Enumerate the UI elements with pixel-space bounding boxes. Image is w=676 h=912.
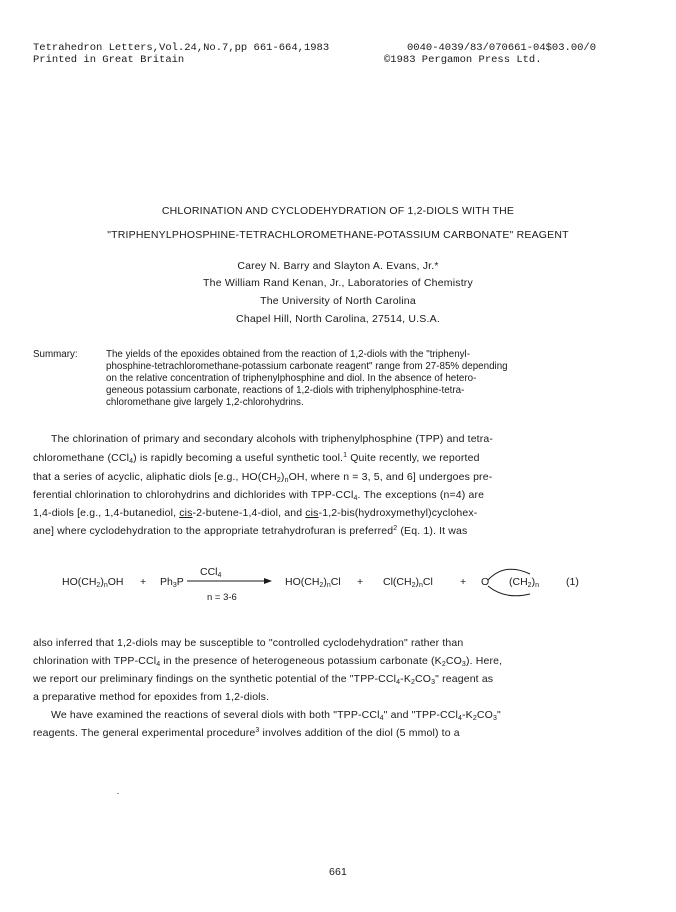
summary-line: geneous potassium carbonate, reactions of 1,2-diols with triphenylphosphine-tetra- xyxy=(106,385,465,396)
summary-line: phosphine-tetrachloromethane-potassium carbonate reagent" range from 27-85% depending xyxy=(106,361,508,372)
page-number: 661 xyxy=(328,866,348,878)
title-line-2: "TRIPHENYLPHOSPHINE-TETRACHLOROMETHANE-POTASSIUM CARBONATE" REAGENT xyxy=(107,229,569,241)
body-line: ane] where cyclodehydration to the appropriate tetrahydrofuran is preferred$^2$ (Eq. 1). It was xyxy=(33,525,468,537)
eq-reactant-diol: $HO(CH_2)_nOH$ xyxy=(62,576,124,589)
body-line: ferential chlorination to chlorohydrins and dichlorides with TPP-CCl$_4$. The exceptions (n=4) are xyxy=(33,489,485,502)
eq-product-dichloride: $Cl(CH_2)_nCl$ xyxy=(383,576,433,589)
affiliation-line-3: Chapel Hill, North Carolina, 27514, U.S.A. xyxy=(236,313,440,325)
scan-speck xyxy=(117,793,119,794)
eq-reagent-above-arrow: CCl$_4$ xyxy=(200,566,222,579)
eq-plus: + xyxy=(140,576,147,588)
eq-plus: + xyxy=(460,576,467,588)
article-code: 0040-4039/83/070661-04$03.00/0 xyxy=(407,42,597,54)
summary-line: The yields of the epoxides obtained from the reaction of 1,2-diols with the "triphenyl- xyxy=(106,349,470,360)
body-line: also inferred that 1,2-diols may be susceptible to "controlled cyclodehydration" rather than xyxy=(33,637,464,649)
body-line: we report our preliminary findings on the synthetic potential of the "$TPP-CCl_4-K_2CO_3$" reagent as xyxy=(33,673,494,686)
eq-condition-below-arrow: n = 3-6 xyxy=(207,592,237,603)
author-names: Carey N. Barry and Slayton A. Evans, Jr.* xyxy=(237,260,439,272)
body-line: We have examined the reactions of several diols with both "TPP-CCl$_4$" and "$TPP-CCl_4-K_2CO_3$" xyxy=(51,709,501,722)
eq-ring-oxygen: O xyxy=(481,576,490,588)
body-line: chlorination with TPP-CCl$_4$ in the presence of heterogeneous potassium carbonate $(K_2CO_3)$. Here, xyxy=(33,655,503,668)
eq-reactant-ph3p: $Ph_3P$ xyxy=(160,576,184,589)
eq-plus: + xyxy=(357,576,364,588)
affiliation-line-2: The University of North Carolina xyxy=(260,295,416,307)
body-line: reagents. The general experimental procedure$^3$ involves addition of the diol (5 mmol) to a xyxy=(33,727,460,739)
reaction-arrow xyxy=(186,576,272,586)
body-line: The chlorination of primary and secondary alcohols with triphenylphosphine (TPP) and tetra- xyxy=(51,433,494,445)
title-line-1: CHLORINATION AND CYCLODEHYDRATION OF 1,2-DIOLS WITH THE xyxy=(161,205,515,217)
copyright: ©1983 Pergamon Press Ltd. xyxy=(384,54,542,66)
body-line: chloromethane (CCl$_4$) is rapidly becoming a useful synthetic tool.$^1$ Quite recently, we reported xyxy=(33,452,480,465)
summary-line: chloromethane give largely 1,2-chlorohydrins. xyxy=(106,397,304,408)
summary-label: Summary: xyxy=(33,349,78,360)
body-line: 1,4-diols [e.g., 1,4-butanediol, cis-2-butene-1,4-diol, and cis-1,2-bis(hydroxymethyl)cyclohex- xyxy=(33,507,478,519)
printed-in: Printed in Great Britain xyxy=(33,54,185,66)
eq-ring-methylene: $(CH_2)_n$ xyxy=(509,576,539,589)
eq-product-chlorohydrin: $HO(CH_2)_nCl$ xyxy=(285,576,341,589)
affiliation-line-1: The William Rand Kenan, Jr., Laboratories of Chemistry xyxy=(203,277,473,289)
journal-citation: Tetrahedron Letters,Vol.24,No.7,pp 661-664,1983 xyxy=(33,42,330,54)
equation-number: (1) xyxy=(566,576,579,588)
body-line: a preparative method for epoxides from 1,2-diols. xyxy=(33,691,270,703)
summary-line: on the relative concentration of triphenylphosphine and diol. In the absence of hetero- xyxy=(106,373,477,384)
body-line: that a series of acyclic, aliphatic diols [e.g., $HO(CH_2)_nOH$, where n = 3, 5, and 6] undergoes pre- xyxy=(33,471,493,484)
